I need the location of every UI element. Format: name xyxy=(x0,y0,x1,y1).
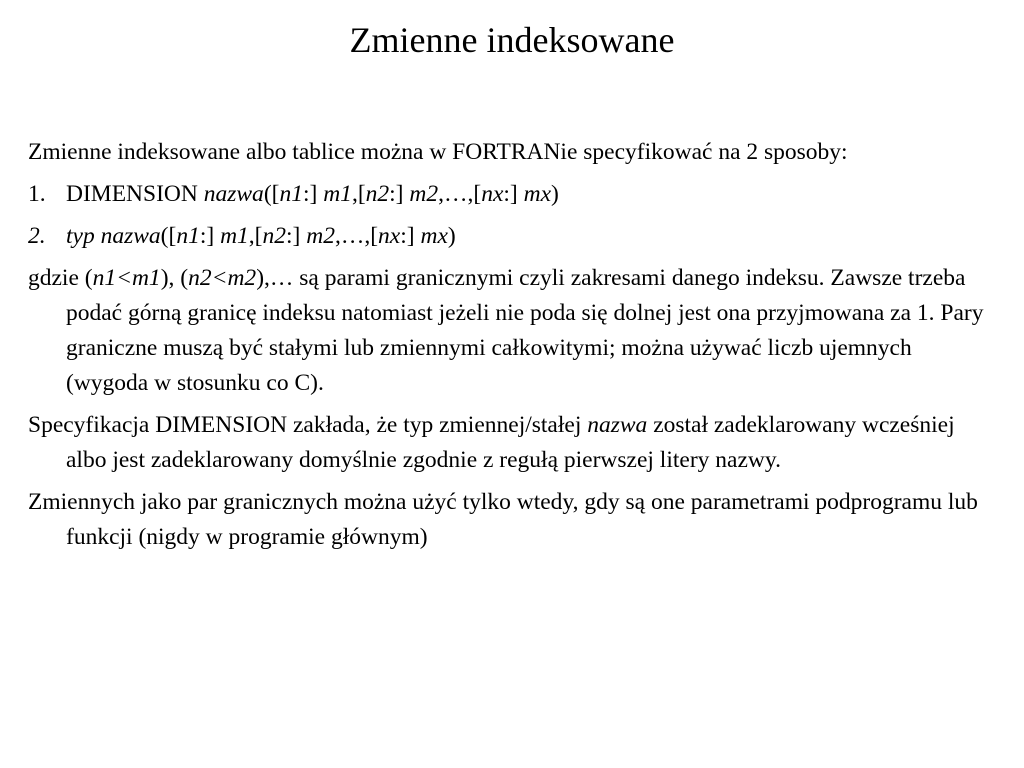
list-number: 2. xyxy=(28,223,46,249)
syntax-name: nazwa xyxy=(203,181,264,207)
paragraph-text: ),… są parami granicznymi czyli zakresami danego indeksu. Zawsze trzeba podać górną granicę indeksu natomiast jeżeli nie poda się dolnej jest ona przyjmowana za 1. Pary graniczne muszą być stałymi lub zmiennymi całkowitymi; można używać liczb ujemnych (wygoda w stosunku co C). xyxy=(66,265,984,396)
paragraph-text: został zadeklarowany wcześniej albo jest zadeklarowany domyślnie zgodnie z regułą pierwszej litery nazwy. xyxy=(66,412,955,473)
syntax-var: n2 xyxy=(365,181,390,207)
bound-pair: n1<m1 xyxy=(92,265,161,291)
syntax-name: nazwa xyxy=(587,412,648,438)
bounds-paragraph xyxy=(28,261,998,401)
dimension-spec-paragraph xyxy=(28,408,998,478)
syntax-text: ,…,[ xyxy=(438,181,482,207)
syntax-text: :] xyxy=(389,181,410,207)
syntax-text: ,[ xyxy=(351,181,366,207)
syntax-text: ) xyxy=(447,223,456,249)
syntax-var: nx xyxy=(378,223,401,249)
syntax-text: ,[ xyxy=(248,223,263,249)
syntax-var: mx xyxy=(420,223,448,249)
syntax-var: n1 xyxy=(176,223,200,249)
list-item-typ xyxy=(28,219,998,254)
syntax-name: nazwa xyxy=(100,223,161,249)
paragraph-text: gdzie ( xyxy=(28,265,93,291)
syntax-text: :] xyxy=(199,223,221,249)
variables-paragraph: Zmiennych jako par granicznych można użyć tylko wtedy, gdy są one parametrami podprogramu lub funkcji (nigdy w programie głównym) xyxy=(28,489,978,550)
dimension-keyword: DIMENSION xyxy=(66,181,198,207)
syntax-text: :] xyxy=(503,181,524,207)
syntax-var: mx xyxy=(523,181,552,207)
syntax-var: n1 xyxy=(279,181,303,207)
paragraph-text: ), ( xyxy=(160,265,189,291)
intro-paragraph: Zmienne indeksowane albo tablice można w FORTRANie specyfikować na 2 sposoby: xyxy=(28,139,848,165)
typ-keyword: typ xyxy=(66,223,95,249)
syntax-text: :] xyxy=(400,223,421,249)
syntax-text: :] xyxy=(286,223,307,249)
syntax-var: n2 xyxy=(262,223,286,249)
syntax-text: ([ xyxy=(263,181,280,207)
syntax-var: m1 xyxy=(220,223,249,249)
slide-title: Zmienne indeksowane xyxy=(349,20,675,60)
list-item-dimension xyxy=(28,177,998,212)
syntax-text: ([ xyxy=(160,223,177,249)
syntax-var: m2 xyxy=(409,181,439,207)
slide-content xyxy=(28,135,998,562)
syntax-var: m1 xyxy=(323,181,352,207)
list-number: 1. xyxy=(28,181,46,207)
syntax-var: nx xyxy=(481,181,504,207)
bound-pair: n2<m2 xyxy=(188,265,257,291)
syntax-var: m2 xyxy=(306,223,335,249)
syntax-text: ,…,[ xyxy=(334,223,379,249)
paragraph-text: Specyfikacja DIMENSION zakłada, że typ zmiennej/stałej xyxy=(28,412,588,438)
syntax-text: :] xyxy=(302,181,324,207)
syntax-text: ) xyxy=(551,181,559,207)
